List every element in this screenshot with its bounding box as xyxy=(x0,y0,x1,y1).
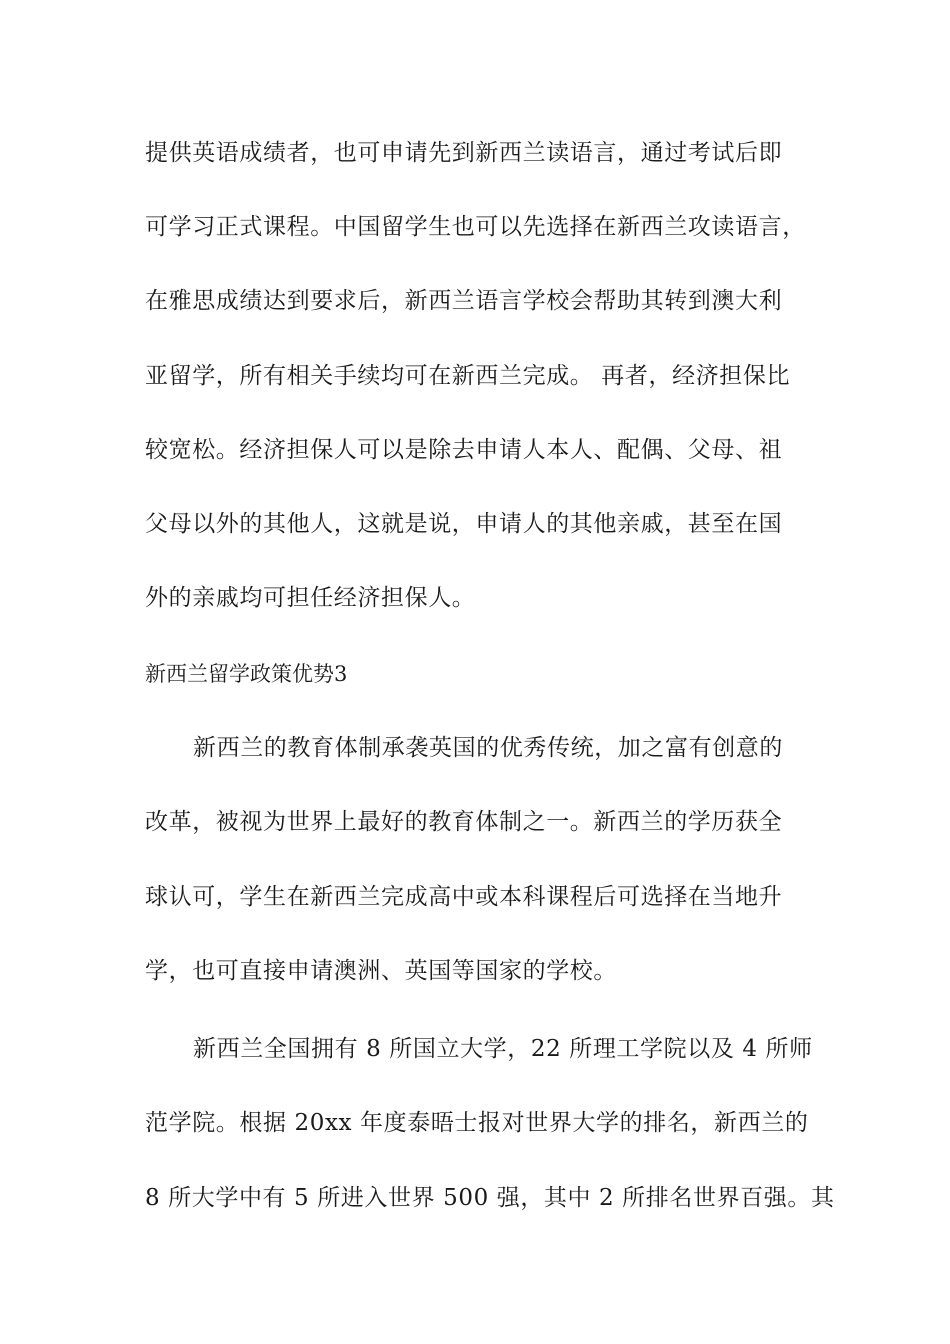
paragraph-1-line-2: 可学习正式课程。中国留学生也可以先选择在新西兰攻读语言， xyxy=(145,214,806,240)
paragraph-1-line-1: 提供英语成绩者，也可申请先到新西兰读语言，通过考试后即 xyxy=(145,140,783,166)
paragraph-1-line-7: 外的亲戚均可担任经济担保人。 xyxy=(145,585,476,611)
paragraph-2-line-1: 新西兰的教育体制承袭英国的优秀传统，加之富有创意的 xyxy=(193,735,783,761)
paragraph-3-line-2: 范学院。根据 20xx 年度泰晤士报对世界大学的排名，新西兰的 xyxy=(145,1110,809,1136)
paragraph-1-line-4: 亚留学，所有相关手续均可在新西兰完成。 再者，经济担保比 xyxy=(145,363,791,389)
paragraph-3-line-1: 新西兰全国拥有 8 所国立大学，22 所理工学院以及 4 所师 xyxy=(193,1036,813,1062)
paragraph-1-line-3: 在雅思成绩达到要求后，新西兰语言学校会帮助其转到澳大利 xyxy=(145,288,783,314)
section-heading: 新西兰留学政策优势3 xyxy=(145,662,348,686)
paragraph-2-line-3: 球认可，学生在新西兰完成高中或本科课程后可选择在当地升 xyxy=(145,884,783,910)
paragraph-1-line-6: 父母以外的其他人，这就是说，申请人的其他亲戚，甚至在国 xyxy=(145,511,783,537)
paragraph-2-line-2: 改革，被视为世界上最好的教育体制之一。新西兰的学历获全 xyxy=(145,809,783,835)
paragraph-1-line-5: 较宽松。经济担保人可以是除去申请人本人、配偶、父母、祖 xyxy=(145,437,783,463)
paragraph-3-line-3: 8 所大学中有 5 所进入世界 500 强，其中 2 所排名世界百强。其 xyxy=(145,1185,835,1211)
paragraph-2-line-4: 学，也可直接申请澳洲、英国等国家的学校。 xyxy=(145,958,617,984)
